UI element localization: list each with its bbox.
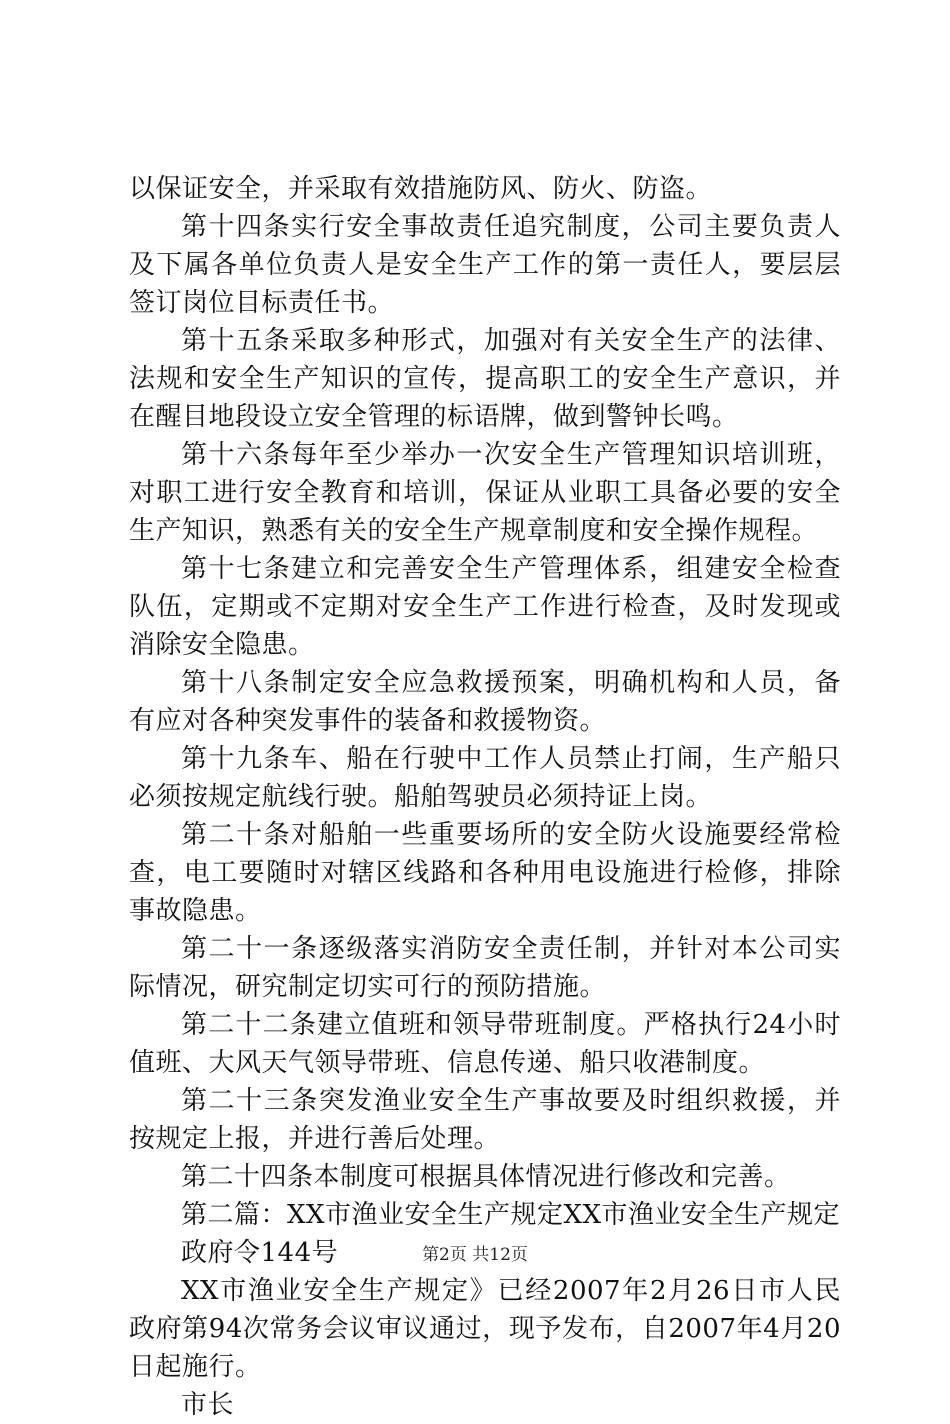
paragraph-article-16: 第十六条每年至少举办一次安全生产管理知识培训班，对职工进行安全教育和培训，保证从业职工具备必要的安全生产知识，熟悉有关的安全生产规章制度和安全操作规程。 xyxy=(129,440,841,546)
paragraph-article-19: 第十九条车、船在行驶中工作人员禁止打闹，生产船只必须按规定航线行驶。船舶驾驶员必须持证上岗。 xyxy=(129,744,841,812)
paragraph-article-15: 第十五条采取多种形式，加强对有关安全生产的法律、法规和安全生产知识的宣传，提高职工的安全生产意识，并在醒目地段设立安全管理的标语牌，做到警钟长鸣。 xyxy=(129,326,841,432)
document-body xyxy=(129,170,841,1424)
paragraph-article-20: 第二十条对船舶一些重要场所的安全防火设施要经常检查，电工要随时对辖区线路和各种用电设施进行检修，排除事故隐患。 xyxy=(129,820,841,926)
decree-number: 政府令144号 xyxy=(181,1238,339,1268)
signatory-title: 市长 xyxy=(181,1390,235,1420)
paragraph-article-14: 第十四条实行安全事故责任追究制度，公司主要负责人及下属各单位负责人是安全生产工作的第一责任人，要层层签订岗位目标责任书。 xyxy=(129,212,841,318)
paragraph-article-22: 第二十二条建立值班和领导带班制度。严格执行24小时值班、大风天气领导带班、信息传递、船只收港制度。 xyxy=(129,1010,841,1078)
decree-text: XX市渔业安全生产规定》已经2007年2月26日市人民政府第94次常务会议审议通过，现予发布，自2007年4月20日起施行。 xyxy=(129,1276,841,1382)
paragraph-article-21: 第二十一条逐级落实消防安全责任制，并针对本公司实际情况，研究制定切实可行的预防措施。 xyxy=(129,934,841,1002)
paragraph-article-24: 第二十四条本制度可根据具体情况进行修改和完善。 xyxy=(181,1162,791,1192)
paragraph-1: 以保证安全，并采取有效措施防风、防火、防盗。 xyxy=(129,174,713,204)
paragraph-article-23: 第二十三条突发渔业安全生产事故要及时组织救援，并按规定上报，并进行善后处理。 xyxy=(129,1086,841,1154)
paragraph-article-18: 第十八条制定安全应急救援预案，明确机构和人员，备有应对各种突发事件的装备和救援物资。 xyxy=(129,668,841,736)
paragraph-article-17: 第十七条建立和完善安全生产管理体系，组建安全检查队伍，定期或不定期对安全生产工作进行检查，及时发现或消除安全隐患。 xyxy=(129,554,841,660)
page-number-footer: 第2页 共12页 xyxy=(422,1245,528,1265)
section-heading: 第二篇：XX市渔业安全生产规定XX市渔业安全生产规定 xyxy=(181,1200,841,1230)
